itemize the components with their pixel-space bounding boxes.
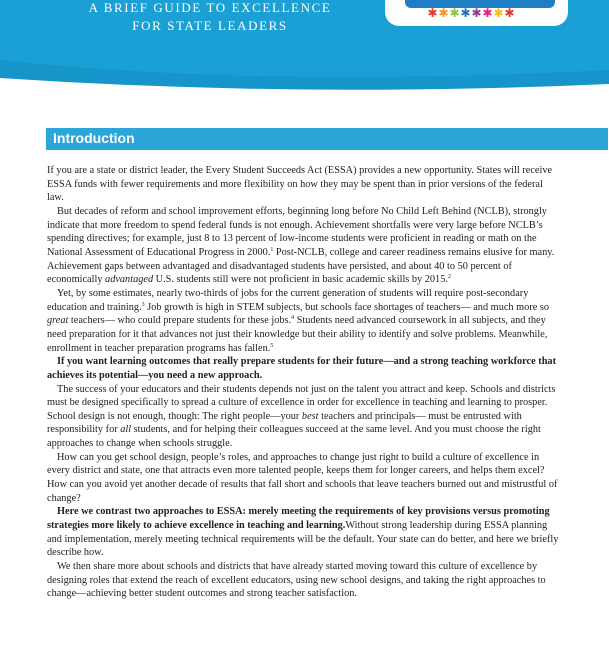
person-icon: ✱ [471, 6, 482, 20]
person-icon: ✱ [460, 6, 471, 20]
footnote-ref[interactable]: 2 [447, 274, 451, 281]
footnote-ref[interactable]: 5 [270, 342, 274, 349]
paragraph-7: Here we contrast two approaches to ESSA: merely meeting the requirements of key provisions versus promoting strategies more likely to achieve excellence in teaching and learning.Without strong leadership during ESSA planning and implementation, merely meeting technical requirements will be the default. Your state can do better, and here we briefly describe how. [47, 506, 559, 559]
paragraph-5: The success of your educators and their students depends not just on the talent you attract and keep. Schools and districts must be designed specifically to spread a culture of excellence in order for excellence in teaching and learning to prosper. School design is not enough, though: The right people—your best teachers and principals— must be entrusted with responsibility for all students, and for helping their colleagues succeed at the same level. And you must choose the right approaches to change when schools struggle. [47, 383, 556, 450]
paragraph-8: We then share more about schools and districts that have already started moving toward this culture of excellence by designing roles that extend the reach of excellent educators, using new school designs, and taking the right approaches to change—achieving better student outcomes and strong teacher satisfaction. [47, 561, 546, 600]
section-title: Introduction [53, 130, 135, 146]
footnote-ref[interactable]: 3 [141, 301, 145, 308]
person-icon: ✱ [449, 6, 460, 20]
header-banner [0, 0, 609, 95]
person-icon: ✱ [493, 6, 504, 20]
people-figures-icon [427, 6, 515, 20]
person-icon: ✱ [504, 6, 515, 20]
section-header [46, 128, 608, 150]
person-icon: ✱ [482, 6, 493, 20]
paragraph-3: Yet, by some estimates, nearly two-thirds of jobs for the current generation of students will require post-secondary education and training.$^3$ Job growth is high in STEM subjects, but schools face shortages of teachers— and much more so great teachers— who could prepare students for these jobs.$^4$ Students need advanced coursework in all subjects, and they need preparation for it that advances not just their knowledge but their ability to identify and solve problems. Meanwhile, enrollment in teacher preparation programs has fallen.$^5$ [47, 287, 550, 354]
footnote-ref[interactable]: 4 [291, 315, 295, 322]
paragraph-2: But decades of reform and school improvement efforts, beginning long before No Child Left Behind (NCLB), strongly indicate that more freedom to spend federal funds is not enough. Achievement shortfalls were very large before NCLB’s spending directives; for example, just 8 to 13 percent of low-income students were proficient in reading or math on the National Assessment of Educational Progress in 2000.$^1$ Post-NCLB, college and career readiness remains elusive for many. Achievement gaps between advantaged and disadvantaged students have persisted, and about 40 to 50 percent of economically advantaged U.S. students still were not proficient in basic academic skills by 2015.$^2$ [47, 205, 555, 286]
footnote-ref[interactable]: 1 [270, 246, 274, 253]
paragraph-6: How can you get school design, people’s roles, and approaches to change just right to build a culture of excellence in every district and state, one that attracts even more talented people, keeps them for longer careers, and helps them excel? How can you avoid yet another decade of results that fall short and schools that leave teachers burned out and mistrustful of change? [47, 451, 558, 504]
logo [385, 0, 568, 26]
person-icon: ✱ [438, 6, 449, 20]
header-title-line2: FOR STATE LEADERS [132, 18, 288, 33]
paragraph-1: If you are a state or district leader, the Every Student Succeeds Act (ESSA) provides a new opportunity. States will receive ESSA funds with fewer requirements and more flexibility on how they may be spent than in prior versions of the federal law. [47, 165, 553, 204]
header-title-line1: A BRIEF GUIDE TO EXCELLENCE [88, 0, 332, 15]
person-icon: ✱ [427, 6, 438, 20]
paragraph-4-emphasis: If you want learning outcomes that really prepare students for their future—and a strong teaching workforce that achieves its potential—you need a new approach. [47, 356, 557, 381]
body-text [47, 164, 562, 601]
